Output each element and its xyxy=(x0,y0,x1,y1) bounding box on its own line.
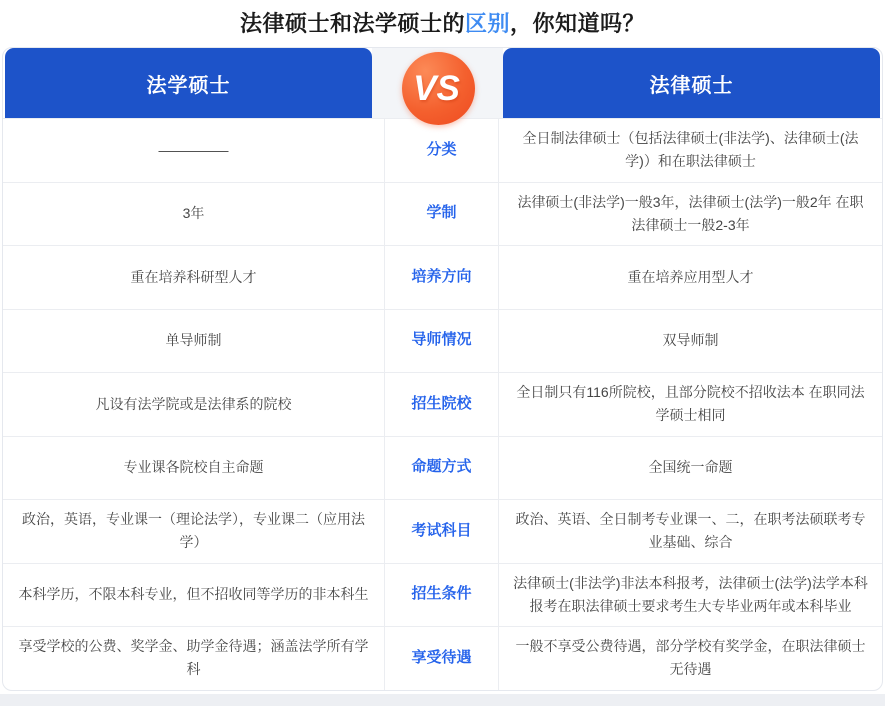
title-highlight: 区别 xyxy=(464,11,510,36)
row-label-cell: 考试科目 xyxy=(384,500,499,563)
right-value-cell: 一般不享受公费待遇，部分学校有奖学金，在职法律硕士无待遇 xyxy=(515,638,866,678)
right-value-cell: 双导师制 xyxy=(662,332,719,349)
table-row xyxy=(3,626,882,690)
left-value-cell: 凡设有法学院或是法律系的院校 xyxy=(95,395,292,412)
right-value-cell: 全日制法律硕士（包括法律硕士(非法学)、法律硕士(法学)）和在职法律硕士 xyxy=(522,130,859,170)
row-label-cell: 学制 xyxy=(384,183,499,246)
title-prefix: 法律硕士和法学硕士的 xyxy=(239,11,465,36)
left-value-cell: 重在培养科研型人才 xyxy=(130,268,257,285)
left-value-cell: 政治，英语，专业课一（理论法学），专业课二（应用法学） xyxy=(22,511,365,551)
title-suffix: ，你知道吗？ xyxy=(510,11,646,36)
right-column-header: 法律硕士 xyxy=(503,48,880,118)
table-row xyxy=(3,309,882,373)
left-column-header: 法学硕士 xyxy=(5,48,372,118)
page-title xyxy=(0,0,885,38)
row-label-cell: 招生院校 xyxy=(384,373,499,436)
table-row xyxy=(3,499,882,563)
left-value-cell: 享受学校的公费、奖学金、助学金待遇；涵盖法学所有学科 xyxy=(18,638,369,678)
right-value-cell: 全国统一命题 xyxy=(648,459,733,476)
right-value-cell: 法律硕士(非法学)非法本科报考，法律硕士(法学)法学本科报考在职法律硕士要求考生大专毕业两年或本科毕业 xyxy=(513,574,868,614)
table-row xyxy=(3,118,882,182)
vs-badge: VS xyxy=(402,52,475,125)
right-value-cell: 政治、英语、全日制考专业课一、二，在职考法硕联考专业基础、综合 xyxy=(515,511,866,551)
right-value-cell: 全日制只有116所院校，且部分院校不招收法本 在职同法学硕士相同 xyxy=(516,384,865,424)
table-row xyxy=(3,372,882,436)
row-label-cell: 培养方向 xyxy=(384,246,499,309)
table-row xyxy=(3,436,882,500)
table-row xyxy=(3,563,882,627)
table-body xyxy=(3,118,882,690)
bottom-strip xyxy=(0,694,885,706)
left-value-cell: ————— xyxy=(158,141,229,158)
left-value-cell: 本科学历，不限本科专业，但不招收同等学历的非本科生 xyxy=(18,586,369,603)
row-label-cell: 导师情况 xyxy=(384,310,499,373)
row-label-cell: 享受待遇 xyxy=(384,627,499,690)
comparison-table xyxy=(2,47,883,691)
table-row xyxy=(3,182,882,246)
right-value-cell: 重在培养应用型人才 xyxy=(627,268,754,285)
row-label-cell: 命题方式 xyxy=(384,437,499,500)
row-label-cell: 分类 xyxy=(384,119,499,182)
left-value-cell: 单导师制 xyxy=(165,332,222,349)
row-label-cell: 招生条件 xyxy=(384,564,499,627)
right-value-cell: 法律硕士(非法学)一般3年，法律硕士(法学)一般2年 在职法律硕士一般2-3年 xyxy=(517,193,864,233)
table-row xyxy=(3,245,882,309)
left-value-cell: 3年 xyxy=(182,205,205,222)
left-value-cell: 专业课各院校自主命题 xyxy=(123,459,264,476)
